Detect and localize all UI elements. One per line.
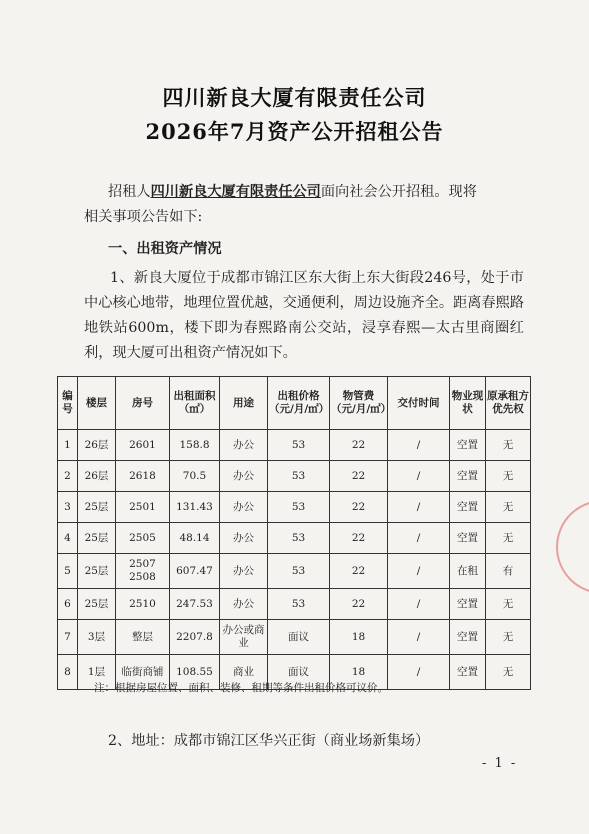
table-cell: 无 [486,589,531,620]
table-cell: 25层 [78,523,116,554]
address-line: 2、地址：成都市锦江区华兴正街（商业场新集场） [108,733,430,749]
intro-suffix: 面向社会公开招租。现将 [320,184,477,200]
table-header-cell: 交付时间 [388,377,450,430]
assets-table [57,376,531,690]
table-cell: 无 [486,430,531,461]
table-cell: 22 [330,554,388,589]
table-cell: 131.43 [170,492,220,523]
table-row [58,554,531,589]
table-cell: 48.14 [170,523,220,554]
table-header-cell: 楼层 [78,377,116,430]
notice-title: 2026年7月资产公开招租公告 [145,119,444,144]
table-cell: 无 [486,620,531,655]
table-cell: 空置 [450,655,486,690]
table-cell: 53 [268,492,330,523]
table-cell: 办公 [220,492,268,523]
table-cell: 临街商铺 [116,655,170,690]
table-cell: 53 [268,554,330,589]
section-heading: 一、出租资产情况 [108,241,222,257]
table-cell: / [388,589,450,620]
table-header-cell: 物管费（元/月/㎡） [330,377,388,430]
company-title: 四川新良大厦有限责任公司 [162,85,427,110]
table-cell: 158.8 [170,430,220,461]
table-header-cell: 原承租方优先权 [486,377,531,430]
intro-line-1 [108,180,538,205]
table-row [58,461,531,492]
table-header-cell: 房号 [116,377,170,430]
table-cell: 18 [330,620,388,655]
table-cell: 空置 [450,589,486,620]
table-cell: 53 [268,461,330,492]
table-cell: 2601 [116,430,170,461]
table-cell: 3 [58,492,78,523]
table-cell: 空置 [450,492,486,523]
table-cell: 商业 [220,655,268,690]
table-cell: 2505 [116,523,170,554]
table-cell: 有 [486,554,531,589]
table-cell: 1 [58,430,78,461]
table-header-cell: 编号 [58,377,78,430]
table-cell: 22 [330,523,388,554]
table-cell: 108.55 [170,655,220,690]
table-cell: 22 [330,589,388,620]
table-cell: 办公或商业 [220,620,268,655]
table-cell: 4 [58,523,78,554]
table-row [58,492,531,523]
table-cell: 在租 [450,554,486,589]
table-row [58,523,531,554]
table-header-cell: 用途 [220,377,268,430]
table-cell: 25层 [78,554,116,589]
table-cell: 办公 [220,523,268,554]
page-number: - 1 - [482,756,518,771]
table-cell: 面议 [268,620,330,655]
table-cell: 无 [486,655,531,690]
table-header-row [58,377,531,430]
seal-stamp-icon [556,500,589,594]
table-cell: 6 [58,589,78,620]
table-cell: 1层 [78,655,116,690]
table-cell: 整层 [116,620,170,655]
table-cell: / [388,554,450,589]
table-header-cell: 出租价格（元/月/㎡） [268,377,330,430]
table-cell: 53 [268,589,330,620]
table-header-cell: 物业现状 [450,377,486,430]
table-cell: 2510 [116,589,170,620]
table-cell: 面议 [268,655,330,690]
table-cell: 2207.8 [170,620,220,655]
table-cell: / [388,430,450,461]
table-cell: 22 [330,461,388,492]
table-cell: 空置 [450,430,486,461]
table-cell: 空置 [450,461,486,492]
table-header-cell: 出租面积（㎡） [170,377,220,430]
table-cell: 2501 [116,492,170,523]
table-cell: 22 [330,430,388,461]
table-cell: 2618 [116,461,170,492]
intro-company: 四川新良大厦有限责任公司 [150,184,321,200]
table-cell: 607.47 [170,554,220,589]
table-cell: 2507 2508 [116,554,170,589]
table-cell: 无 [486,523,531,554]
table-cell: 22 [330,492,388,523]
table-row [58,620,531,655]
table-cell: 办公 [220,554,268,589]
table-cell: 无 [486,461,531,492]
table-cell: / [388,523,450,554]
table-cell: 无 [486,492,531,523]
table-cell: / [388,461,450,492]
table-cell: 办公 [220,430,268,461]
table-cell: 5 [58,554,78,589]
section-paragraph: 1、新良大厦位于成都市锦江区东大街上东大街段246号，处于市中心核心地带，地理位置优越，交通便利，周边设施齐全。距离春熙路地铁站600m，楼下即为春熙路南公交站，浸享春熙—太古里商圈红利，现大厦可出租资产情况如下。 [84,270,524,361]
table-cell: / [388,655,450,690]
table-cell: 26层 [78,461,116,492]
table-cell: 办公 [220,461,268,492]
intro-prefix: 招租人 [108,184,151,200]
table-cell: 办公 [220,589,268,620]
intro-line-2: 相关事项公告如下: [84,209,203,225]
table-note: 注：根据房屋位置、面积、装修、租期等条件出租价格可议价。 [94,682,388,694]
table-cell: 247.53 [170,589,220,620]
table-cell: 空置 [450,620,486,655]
table-cell: 25层 [78,589,116,620]
table-cell: 7 [58,620,78,655]
table-cell: / [388,492,450,523]
table-row [58,430,531,461]
table-cell: 53 [268,523,330,554]
table-cell: / [388,620,450,655]
table-cell: 70.5 [170,461,220,492]
table-cell: 53 [268,430,330,461]
table-cell: 25层 [78,492,116,523]
table-cell: 18 [330,655,388,690]
table-cell: 2 [58,461,78,492]
table-row [58,589,531,620]
table-cell: 3层 [78,620,116,655]
table-cell: 26层 [78,430,116,461]
table-cell: 空置 [450,523,486,554]
table-cell: 8 [58,655,78,690]
